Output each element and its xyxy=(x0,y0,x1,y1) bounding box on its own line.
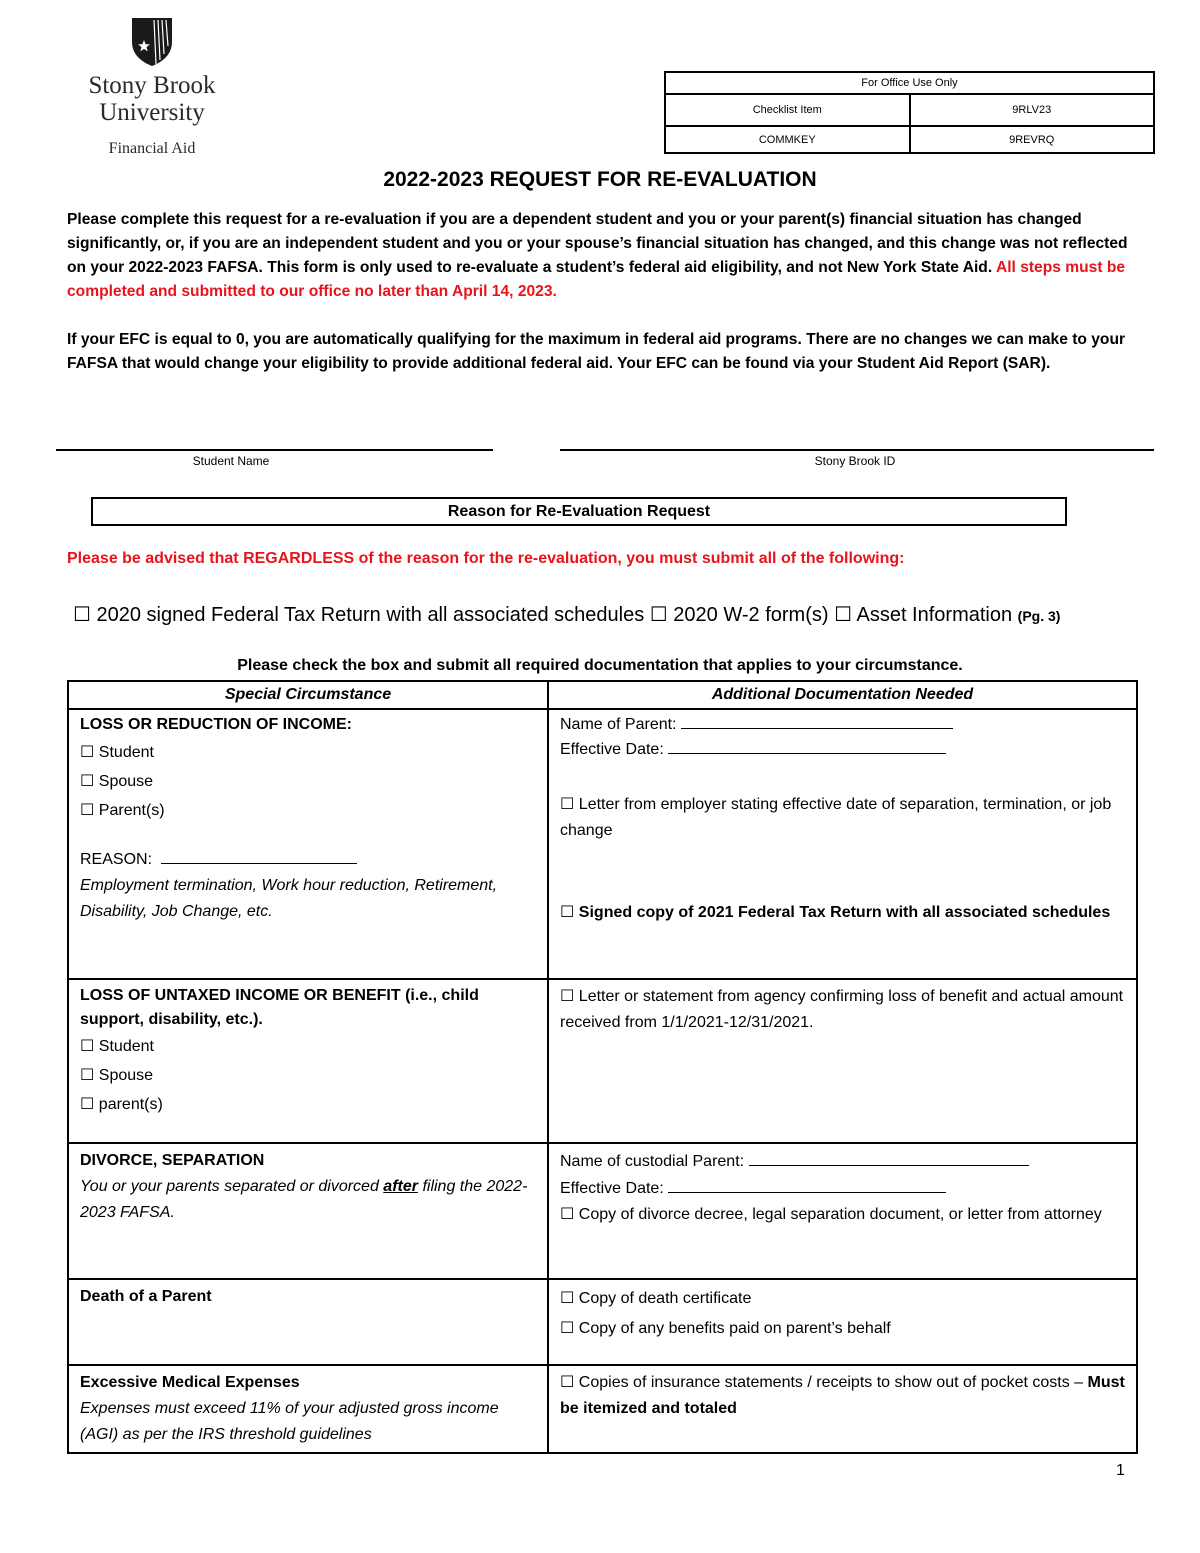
checkbox[interactable]: ☐ xyxy=(73,604,91,626)
doc-item: Signed copy of 2021 Federal Tax Return with all associated schedules xyxy=(578,904,1111,921)
intro-paragraph-2: If your EFC is equal to 0, you are automatically qualifying for the maximum in federal aid programs. There are no changes we can make to your FAFSA that would change your eligibility to provide additional federal aid. Your EFC can be found via your Student Aid Report (SAR). xyxy=(67,331,1126,372)
doc-item: Copy of death certificate xyxy=(578,1290,752,1307)
effective-date-field[interactable] xyxy=(668,1176,946,1193)
office-row-value: 9RLV23 xyxy=(910,94,1155,126)
doc-item-bold: Must be itemized and totaled xyxy=(560,1374,1125,1417)
form-title: 2022-2023 REQUEST FOR RE-EVALUATION xyxy=(383,168,817,191)
doc-item: Copies of insurance statements / receipts to show out of pocket costs – xyxy=(578,1374,1084,1391)
student-name-line[interactable] xyxy=(56,449,493,451)
logo-subtitle: Financial Aid xyxy=(108,140,196,157)
advisory-notice: Please be advised that REGARDLESS of the reason for the re-evaluation, you must submit all of the following: xyxy=(67,550,905,567)
option-label: parent(s) xyxy=(98,1096,163,1113)
logo-text-line1: Stony Brook xyxy=(88,72,216,99)
option-label: Parent(s) xyxy=(98,802,165,819)
row-description: Expenses must exceed 11% of your adjusted gross income (AGI) as per the IRS threshold guidelines xyxy=(80,1400,499,1443)
student-name-label: Student Name xyxy=(192,454,270,468)
reason-label: REASON: xyxy=(80,851,153,868)
option-label: Spouse xyxy=(98,773,154,790)
doc-item: Copy of divorce decree, legal separation document, or letter from attorney xyxy=(578,1206,1102,1223)
field-label: Name of custodial Parent: xyxy=(560,1153,745,1170)
table-row xyxy=(68,1143,1137,1279)
required-item: 2020 signed Federal Tax Return with all associated schedules xyxy=(96,604,645,626)
office-row-label: COMMKEY xyxy=(665,126,910,153)
checkbox[interactable]: ☐ xyxy=(560,1374,575,1391)
office-use-table xyxy=(664,71,1155,154)
intro-text xyxy=(67,208,1147,376)
required-item: 2020 W-2 form(s) xyxy=(673,604,829,626)
field-label: Name of Parent: xyxy=(560,716,677,733)
emphasis-after: after xyxy=(383,1178,418,1195)
parent-name-field[interactable] xyxy=(681,712,953,729)
stony-brook-id-label: Stony Brook ID xyxy=(814,454,896,468)
deadline-notice: All steps must be completed and submitted to our office no later than April 14, 2023. xyxy=(67,259,1126,300)
table-row xyxy=(68,979,1137,1143)
checkbox[interactable]: ☐ xyxy=(80,1067,95,1084)
effective-date-field[interactable] xyxy=(668,737,946,754)
custodial-parent-field[interactable] xyxy=(749,1149,1029,1166)
page-reference: (Pg. 3) xyxy=(1017,608,1061,624)
checkbox[interactable]: ☐ xyxy=(560,904,575,921)
doc-item: Letter from employer stating effective date of separation, termination, or job change xyxy=(560,796,1112,839)
row-title: LOSS OR REDUCTION OF INCOME: xyxy=(80,716,352,733)
checkbox[interactable]: ☐ xyxy=(80,1096,95,1113)
checkbox[interactable]: ☐ xyxy=(80,773,95,790)
page-number: 1 xyxy=(1116,1462,1125,1479)
option-label: Student xyxy=(98,1038,154,1055)
row-title: Excessive Medical Expenses xyxy=(80,1374,300,1391)
required-documents xyxy=(73,602,1173,627)
row-description-end: filing the 2022-2023 FAFSA. xyxy=(80,1178,528,1221)
row-title: Death of a Parent xyxy=(80,1288,212,1305)
shield-icon xyxy=(130,16,174,68)
checkbox[interactable]: ☐ xyxy=(560,1206,575,1223)
row-title: DIVORCE, SEPARATION xyxy=(80,1152,265,1169)
office-use-header: For Office Use Only xyxy=(665,72,1154,94)
stony-brook-id-line[interactable] xyxy=(560,449,1154,451)
row-title: LOSS OF UNTAXED INCOME OR BENEFIT xyxy=(80,987,401,1004)
doc-item: Letter or statement from agency confirming loss of benefit and actual amount received from 1/1/2021-12/31/2021. xyxy=(560,988,1124,1031)
col-header-documentation: Additional Documentation Needed xyxy=(548,681,1137,709)
option-label: Spouse xyxy=(98,1067,154,1084)
university-logo xyxy=(82,16,222,158)
checkbox[interactable]: ☐ xyxy=(80,1038,95,1055)
checkbox[interactable]: ☐ xyxy=(80,802,95,819)
row-description: Employment termination, Work hour reduction, Retirement, Disability, Job Change, etc. xyxy=(80,877,498,920)
option-label: Student xyxy=(98,744,154,761)
required-item: Asset Information xyxy=(856,604,1013,626)
row-title-rest: (i.e., child support, disability, etc.). xyxy=(80,987,479,1028)
checkbox[interactable]: ☐ xyxy=(560,1320,575,1337)
checkbox[interactable]: ☐ xyxy=(80,744,95,761)
check-instruction: Please check the box and submit all required documentation that applies to your circumstance. xyxy=(237,657,963,674)
doc-item: Copy of any benefits paid on parent’s behalf xyxy=(578,1320,891,1337)
checkbox[interactable]: ☐ xyxy=(560,988,575,1005)
reason-field[interactable] xyxy=(161,847,357,864)
reason-header: Reason for Re-Evaluation Request xyxy=(91,497,1067,526)
table-row xyxy=(68,1365,1137,1453)
checkbox[interactable]: ☐ xyxy=(560,796,575,813)
checkbox[interactable]: ☐ xyxy=(834,604,853,626)
checkbox[interactable]: ☐ xyxy=(560,1290,575,1307)
checkbox[interactable]: ☐ xyxy=(649,604,668,626)
intro-p1-text: Please complete this request for a re-evaluation if you are a dependent student and you or your parent(s) financial situation has changed significantly, or, if you are an independent student and you or your spouse’s financial situation has changed, and this change was not reflected on your 2022-2023 FAFSA. This form is only used to re-evaluate a student’s federal aid eligibility, and not New York State Aid. xyxy=(67,211,1128,276)
office-row-label: Checklist Item xyxy=(665,94,910,126)
logo-text-line2: University xyxy=(99,99,205,126)
field-label: Effective Date: xyxy=(560,741,664,758)
field-label: Effective Date: xyxy=(560,1180,664,1197)
circumstance-table xyxy=(67,680,1138,1454)
col-header-circumstance: Special Circumstance xyxy=(68,681,548,709)
table-row xyxy=(68,1279,1137,1365)
intro-paragraph-1 xyxy=(67,208,1147,304)
row-description: You or your parents separated or divorced xyxy=(80,1178,379,1195)
table-row xyxy=(68,709,1137,979)
office-row-value: 9REVRQ xyxy=(910,126,1155,153)
